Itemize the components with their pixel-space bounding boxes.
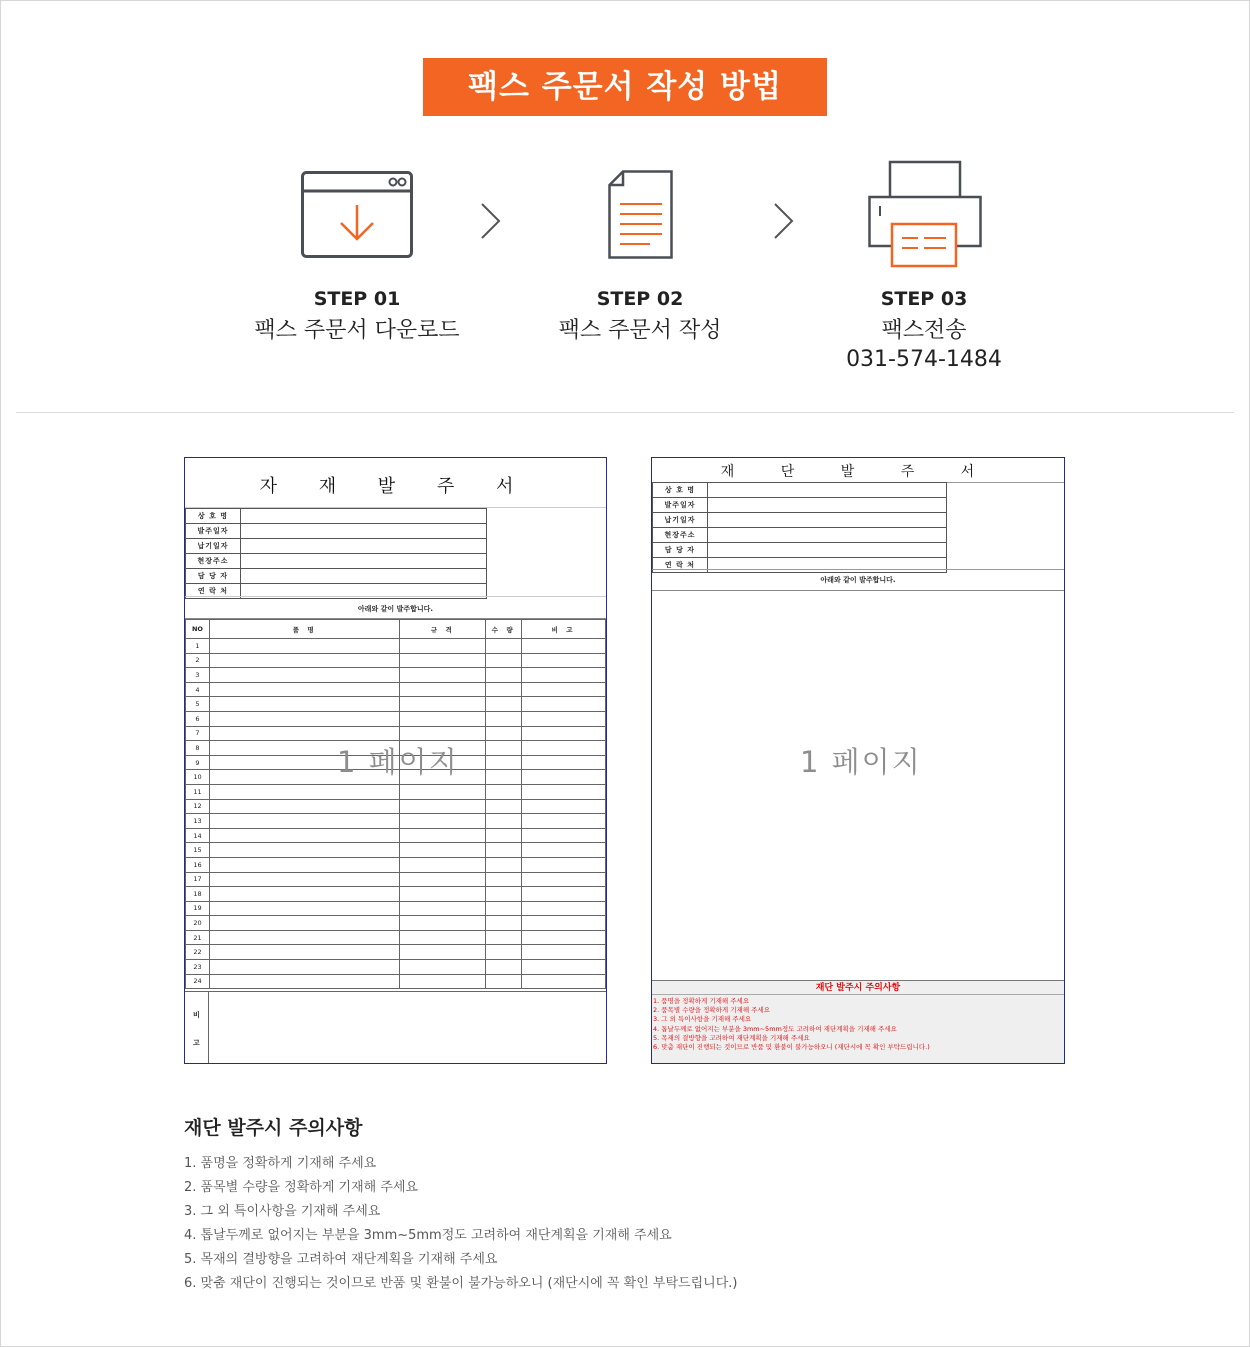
table-cell[interactable] — [209, 857, 400, 872]
table-cell[interactable] — [486, 682, 522, 697]
table-cell[interactable] — [486, 711, 522, 726]
cutting-order-form — [651, 457, 1065, 1064]
table-cell[interactable] — [486, 960, 522, 975]
row-number: 8 — [186, 741, 210, 756]
caution-line: 2. 품목별 수량을 정확하게 기재해 주세요 — [653, 1006, 770, 1015]
material-order-form — [184, 457, 607, 1064]
form1-notice: 아래와 같이 발주합니다. — [357, 605, 434, 613]
col-item: 품 명 — [209, 620, 400, 639]
table-cell[interactable] — [486, 653, 522, 668]
table-row — [186, 711, 606, 726]
info-field-value[interactable] — [241, 539, 487, 554]
form2-divider — [652, 590, 1064, 591]
fax-printer-icon — [868, 160, 982, 268]
info-field-value[interactable] — [241, 569, 487, 584]
table-cell[interactable] — [486, 945, 522, 960]
form2-caution-title: 재단 발주시 주의사항 — [652, 981, 1064, 995]
document-icon — [608, 170, 674, 260]
table-cell[interactable] — [400, 668, 486, 683]
form1-info-table — [185, 508, 487, 599]
table-cell[interactable] — [486, 755, 522, 770]
row-number: 4 — [186, 682, 210, 697]
info-field-value[interactable] — [708, 528, 947, 543]
list-item: 2. 품목별 수량을 정확하게 기재해 주세요 — [184, 1180, 418, 1195]
table-cell[interactable] — [400, 799, 486, 814]
step-03-label: STEP 03 — [880, 288, 968, 310]
table-cell[interactable] — [522, 726, 606, 741]
table-row — [186, 857, 606, 872]
table-row — [186, 668, 606, 683]
table-cell[interactable] — [209, 945, 400, 960]
table-cell[interactable] — [522, 682, 606, 697]
info-row — [186, 509, 487, 524]
info-row — [186, 524, 487, 539]
list-item: 6. 맞춤 재단이 진행되는 것이므로 반품 및 환불이 불가능하오니 (재단시에 꼭 확인 부탁드립니다.) — [184, 1276, 738, 1291]
remarks-label — [185, 992, 209, 1064]
info-row — [653, 483, 947, 498]
remarks-label-bottom: 고 — [193, 1039, 200, 1047]
caution-line: 5. 목재의 결방향을 고려하여 재단계획을 기재해 주세요 — [653, 1033, 810, 1042]
table-row — [186, 726, 606, 741]
table-cell[interactable] — [522, 901, 606, 916]
table-cell[interactable] — [209, 726, 400, 741]
step-01 — [227, 160, 487, 380]
row-number: 20 — [186, 916, 210, 931]
table-cell[interactable] — [209, 711, 400, 726]
info-field-label: 연 락 처 — [186, 584, 241, 599]
table-cell[interactable] — [486, 697, 522, 712]
caution-line: 4. 톱날두께로 없어지는 부분을 3mm~5mm정도 고려하여 재단계획을 기재해 주세요 — [653, 1024, 897, 1033]
info-field-label: 발주일자 — [653, 498, 708, 513]
col-no: NO — [186, 620, 210, 639]
row-number: 18 — [186, 887, 210, 902]
list-item: 3. 그 외 특이사항을 기재해 주세요 — [184, 1204, 381, 1219]
table-cell[interactable] — [486, 639, 522, 654]
table-row — [186, 799, 606, 814]
table-cell[interactable] — [486, 799, 522, 814]
row-number: 7 — [186, 726, 210, 741]
table-cell[interactable] — [400, 916, 486, 931]
table-cell[interactable] — [522, 799, 606, 814]
info-row — [186, 539, 487, 554]
info-row — [653, 513, 947, 528]
table-cell[interactable] — [400, 857, 486, 872]
step-02-label: STEP 02 — [596, 288, 684, 310]
table-row — [186, 872, 606, 887]
table-cell[interactable] — [486, 814, 522, 829]
page-title: 팩스 주문서 작성 방법 — [423, 58, 827, 116]
info-row — [653, 543, 947, 558]
form1-page-mark: 1 페이지 — [337, 745, 459, 779]
form1-items-table — [185, 619, 606, 989]
table-cell[interactable] — [522, 916, 606, 931]
info-row — [653, 558, 947, 573]
chevron-right-icon — [480, 202, 502, 240]
table-cell[interactable] — [400, 697, 486, 712]
form2-divider — [652, 569, 1064, 570]
table-cell[interactable] — [209, 960, 400, 975]
form1-remarks — [185, 991, 606, 1063]
table-cell[interactable] — [209, 653, 400, 668]
row-number: 16 — [186, 857, 210, 872]
table-cell[interactable] — [209, 668, 400, 683]
row-number: 13 — [186, 814, 210, 829]
table-row — [186, 901, 606, 916]
info-row — [186, 554, 487, 569]
form2-page-mark: 1 페이지 — [800, 745, 922, 779]
table-row — [186, 784, 606, 799]
table-cell[interactable] — [400, 653, 486, 668]
section-divider — [16, 412, 1234, 413]
table-cell[interactable] — [486, 974, 522, 989]
row-number: 19 — [186, 901, 210, 916]
table-cell[interactable] — [209, 901, 400, 916]
table-cell[interactable] — [486, 726, 522, 741]
table-cell[interactable] — [400, 872, 486, 887]
table-cell[interactable] — [486, 784, 522, 799]
table-cell[interactable] — [400, 828, 486, 843]
table-cell[interactable] — [522, 668, 606, 683]
form1-divider — [185, 596, 606, 597]
row-number: 14 — [186, 828, 210, 843]
info-field-value[interactable] — [708, 498, 947, 513]
col-note: 비 고 — [522, 620, 606, 639]
remarks-label-top: 비 — [193, 1011, 200, 1019]
table-row — [186, 974, 606, 989]
table-cell[interactable] — [522, 857, 606, 872]
step-03-phone: 031-574-1484 — [846, 347, 1002, 372]
table-row — [186, 814, 606, 829]
table-cell[interactable] — [400, 960, 486, 975]
form2-notice: 아래와 같이 발주합니다. — [820, 576, 896, 584]
notes-title: 재단 발주시 주의사항 — [184, 1117, 363, 1139]
table-cell[interactable] — [400, 726, 486, 741]
info-field-label: 담 당 자 — [186, 569, 241, 584]
notes-list — [184, 1152, 737, 1296]
table-cell[interactable] — [486, 668, 522, 683]
table-cell[interactable] — [522, 872, 606, 887]
info-field-value[interactable] — [241, 524, 487, 539]
form2-caution-list — [652, 995, 1064, 1052]
info-field-label: 납기일자 — [186, 539, 241, 554]
info-field-value[interactable] — [708, 543, 947, 558]
table-row — [186, 682, 606, 697]
info-field-value[interactable] — [708, 513, 947, 528]
table-cell[interactable] — [209, 799, 400, 814]
table-cell[interactable] — [400, 930, 486, 945]
table-cell[interactable] — [209, 697, 400, 712]
caution-line: 6. 맞춤 재단이 진행되는 것이므로 반품 및 환불이 불가능하오니 (재단시에 꼭 확인 부탁드립니다.) — [653, 1043, 930, 1052]
row-number: 1 — [186, 639, 210, 654]
info-row — [653, 498, 947, 513]
info-row — [653, 528, 947, 543]
row-number: 6 — [186, 711, 210, 726]
form1-title: 자 재 발 주 서 — [259, 476, 532, 497]
table-cell[interactable] — [486, 887, 522, 902]
table-cell[interactable] — [486, 770, 522, 785]
table-cell[interactable] — [209, 828, 400, 843]
table-cell[interactable] — [522, 828, 606, 843]
table-cell[interactable] — [209, 639, 400, 654]
info-field-label: 현장주소 — [186, 554, 241, 569]
table-cell[interactable] — [209, 930, 400, 945]
table-cell[interactable] — [400, 711, 486, 726]
info-field-label: 담 당 자 — [653, 543, 708, 558]
info-field-value[interactable] — [708, 558, 947, 573]
row-number: 10 — [186, 770, 210, 785]
form2-info-table — [652, 482, 947, 573]
table-cell[interactable] — [522, 930, 606, 945]
info-field-label: 발주일자 — [186, 524, 241, 539]
table-row — [186, 843, 606, 858]
table-cell[interactable] — [486, 857, 522, 872]
table-cell[interactable] — [522, 755, 606, 770]
row-number: 5 — [186, 697, 210, 712]
table-cell[interactable] — [400, 843, 486, 858]
info-field-value[interactable] — [708, 483, 947, 498]
table-cell[interactable] — [486, 930, 522, 945]
step-02 — [510, 160, 770, 380]
list-item: 5. 목재의 결방향을 고려하여 재단계획을 기재해 주세요 — [184, 1252, 498, 1267]
row-number: 2 — [186, 653, 210, 668]
info-field-label: 납기일자 — [653, 513, 708, 528]
table-cell[interactable] — [209, 974, 400, 989]
form2-title: 재 단 발 주 서 — [720, 464, 996, 480]
chevron-right-icon — [773, 202, 795, 240]
table-cell[interactable] — [400, 887, 486, 902]
step-01-desc: 팩스 주문서 다운로드 — [254, 318, 460, 343]
table-cell[interactable] — [486, 843, 522, 858]
table-cell[interactable] — [522, 814, 606, 829]
table-cell[interactable] — [400, 814, 486, 829]
info-field-label: 연 락 처 — [653, 558, 708, 573]
table-cell[interactable] — [400, 784, 486, 799]
step-03 — [794, 160, 1054, 380]
info-field-label: 상 호 명 — [653, 483, 708, 498]
table-cell[interactable] — [209, 887, 400, 902]
info-row — [186, 569, 487, 584]
form2-caution-box — [652, 980, 1064, 1063]
table-cell[interactable] — [522, 711, 606, 726]
table-cell[interactable] — [486, 741, 522, 756]
info-field-label: 상 호 명 — [186, 509, 241, 524]
col-spec: 규 격 — [400, 620, 486, 639]
caution-line: 1. 품명을 정확하게 기재해 주세요 — [653, 997, 750, 1005]
col-qty: 수 량 — [486, 620, 522, 639]
table-row — [186, 697, 606, 712]
caution-line: 3. 그 외 특이사항을 기재해 주세요 — [653, 1015, 752, 1024]
table-cell[interactable] — [522, 974, 606, 989]
table-cell[interactable] — [486, 872, 522, 887]
table-cell[interactable] — [522, 741, 606, 756]
table-cell[interactable] — [522, 843, 606, 858]
table-cell[interactable] — [209, 814, 400, 829]
table-cell[interactable] — [400, 682, 486, 697]
row-number: 21 — [186, 930, 210, 945]
download-window-icon — [301, 171, 413, 259]
list-item: 4. 톱날두께로 없어지는 부분을 3mm~5mm정도 고려하여 재단계획을 기재해 주세요 — [184, 1228, 672, 1243]
table-cell[interactable] — [209, 784, 400, 799]
table-row — [186, 960, 606, 975]
table-row — [186, 887, 606, 902]
table-cell[interactable] — [486, 916, 522, 931]
table-cell[interactable] — [522, 945, 606, 960]
step-02-desc: 팩스 주문서 작성 — [558, 318, 722, 343]
table-cell[interactable] — [209, 872, 400, 887]
info-field-value[interactable] — [241, 554, 487, 569]
table-row — [186, 945, 606, 960]
table-cell[interactable] — [522, 887, 606, 902]
table-row — [186, 639, 606, 654]
row-number: 17 — [186, 872, 210, 887]
list-item: 1. 품명을 정확하게 기재해 주세요 — [184, 1156, 377, 1171]
table-cell[interactable] — [522, 653, 606, 668]
table-cell[interactable] — [522, 960, 606, 975]
table-cell[interactable] — [522, 770, 606, 785]
row-number: 23 — [186, 960, 210, 975]
table-cell[interactable] — [209, 916, 400, 931]
table-cell[interactable] — [486, 828, 522, 843]
table-cell[interactable] — [400, 974, 486, 989]
row-number: 15 — [186, 843, 210, 858]
table-cell[interactable] — [486, 901, 522, 916]
step-03-desc: 팩스전송 — [881, 318, 967, 343]
row-number: 11 — [186, 784, 210, 799]
table-row — [186, 653, 606, 668]
step-01-label: STEP 01 — [313, 288, 401, 310]
info-field-label: 현장주소 — [653, 528, 708, 543]
table-cell[interactable] — [400, 901, 486, 916]
table-cell[interactable] — [522, 697, 606, 712]
table-row — [186, 930, 606, 945]
table-row — [186, 828, 606, 843]
row-number: 9 — [186, 755, 210, 770]
row-number: 22 — [186, 945, 210, 960]
table-cell[interactable] — [522, 639, 606, 654]
table-cell[interactable] — [522, 784, 606, 799]
row-number: 12 — [186, 799, 210, 814]
row-number: 24 — [186, 974, 210, 989]
table-cell[interactable] — [209, 843, 400, 858]
table-cell[interactable] — [400, 945, 486, 960]
table-cell[interactable] — [400, 639, 486, 654]
info-field-value[interactable] — [241, 509, 487, 524]
row-number: 3 — [186, 668, 210, 683]
table-row — [186, 916, 606, 931]
table-cell[interactable] — [209, 682, 400, 697]
